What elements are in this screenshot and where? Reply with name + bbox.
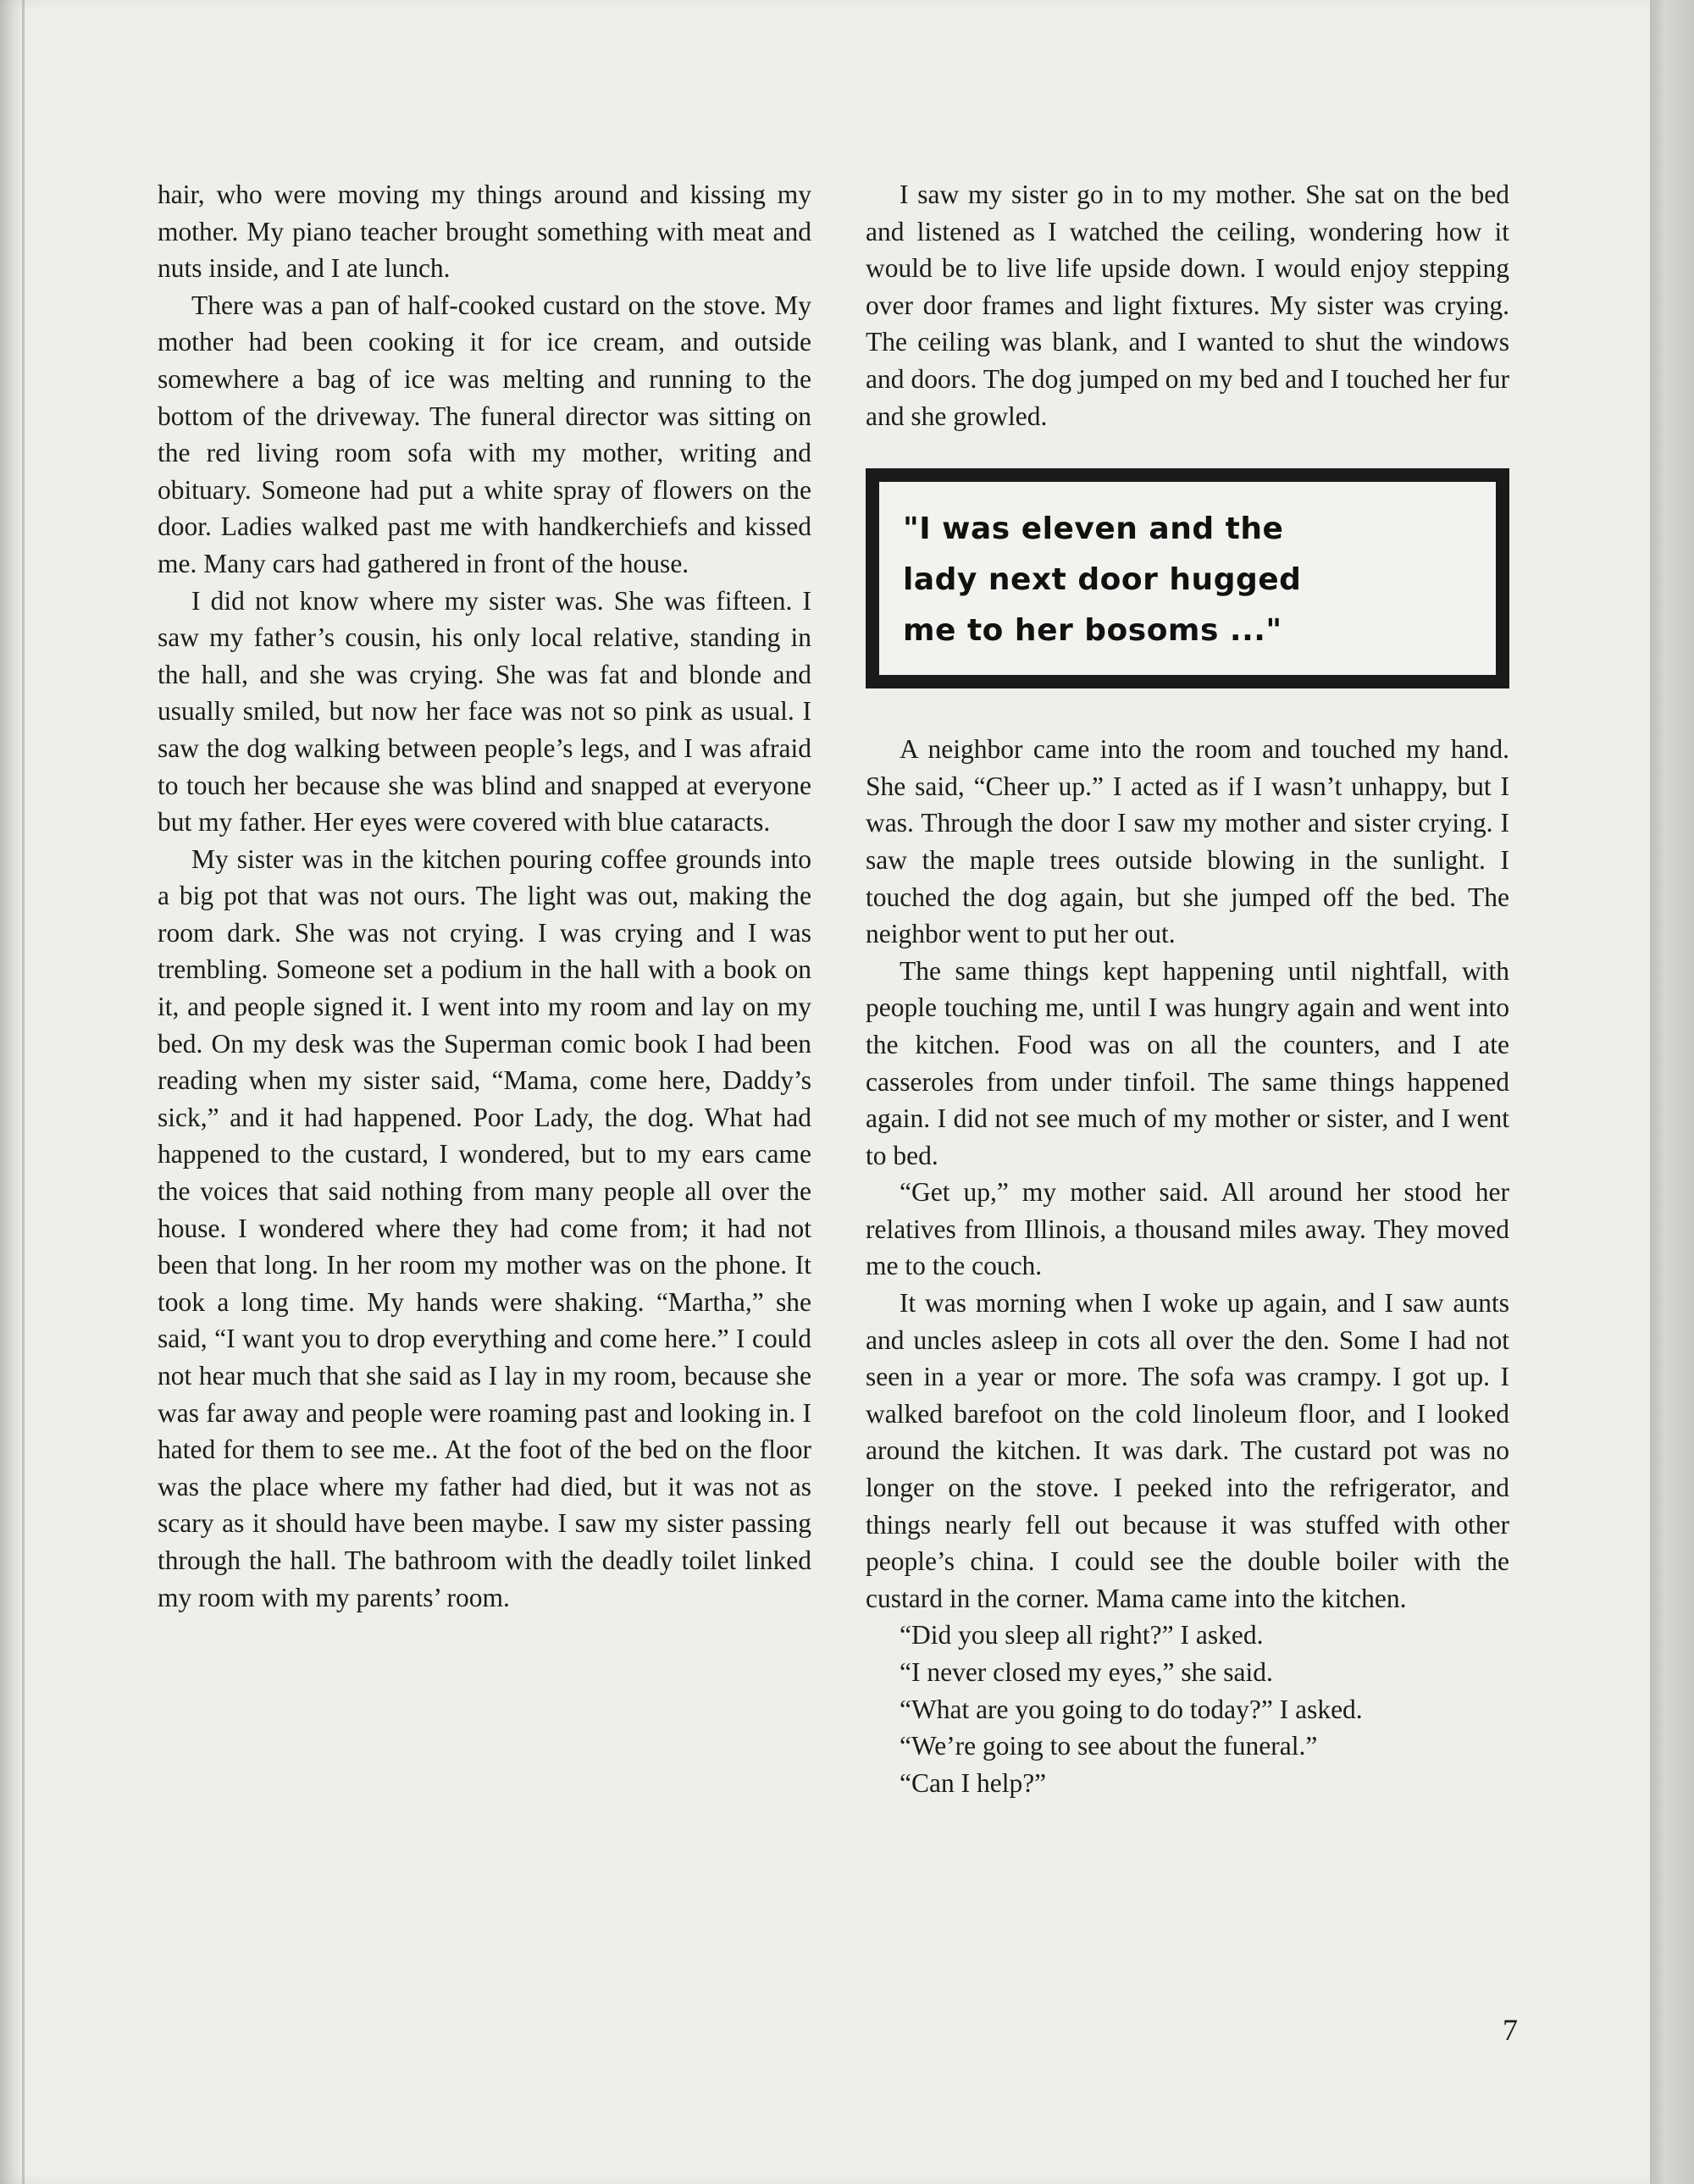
page-edge bbox=[1650, 0, 1694, 2184]
paragraph: My sister was in the kitchen pouring coffee grounds into a big pot that was not ours. The light was out, making the room dark. She was not crying. I was crying and I was trembling. Someone set a podium in the hall with a book on it, and people signed it. I went into my room and lay on my bed. On my desk was the Superman comic book I had been reading when my sister said, “Mama, come here, Daddy’s sick,” and it had happened. Poor Lady, the dog. What had happened to the custard, I wondered, but to my ears came the voices that said nothing from many people all over the house. I wondered where they had come from; it had not been that long. In her room my mother was on the phone. It took a long time. My hands were shaking. “Martha,” she said, “I want you to drop everything and come here.” I could not hear much that she said as I lay in my room, because she was far away and people were roaming past and looking in. I hated for them to see me.. At the foot of the bed on the floor was the place where my father had died, but it was not as scary as it should have been maybe. I saw my sister passing through the hall. The bathroom with the deadly toilet linked my room with my parents’ room. bbox=[158, 843, 811, 1612]
right-column bbox=[866, 176, 1509, 1801]
page-number: 7 bbox=[1503, 2013, 1518, 2047]
paragraph: “I never closed my eyes,” she said. bbox=[900, 1657, 1273, 1687]
paragraph: hair, who were moving my things around and kissing my mother. My piano teacher brought something with meat and nuts inside, and I ate lunch. bbox=[158, 180, 811, 284]
paragraph: There was a pan of half-cooked custard on the stove. My mother had been cooking it for ice cream, and outside somewhere a bag of ice was melting and running to the bottom of the driveway. The funeral director was sitting on the red living room sofa with my mother, writing and obituary. Someone had put a white spray of flowers on the door. Ladies walked past me with handkerchiefs and kissed me. Many cars had gathered in front of the house. bbox=[158, 290, 811, 578]
paragraph: The same things kept happening until nightfall, with people touching me, until I was hungry again and went into the kitchen. Food was on all the counters, and I ate casseroles from under tinfoil. The same things happened again. I did not see much of my mother or sister, and I went to bed. bbox=[866, 955, 1509, 1170]
paragraph: I did not know where my sister was. She was fifteen. I saw my father’s cousin, his only local relative, standing in the hall, and she was crying. She was fat and blonde and usually smiled, but now her face was not so pink as usual. I saw the dog walking between people’s legs, and I was afraid to touch her because she was blind and snapped at everyone but my father. Her eyes were covered with blue cataracts. bbox=[158, 585, 811, 838]
paragraph: “Get up,” my mother said. All around her stood her relatives from Illinois, a thousand miles away. They moved me to the couch. bbox=[866, 1177, 1509, 1281]
paragraph: “Can I help?” bbox=[900, 1767, 1047, 1798]
paragraph: I saw my sister go in to my mother. She sat on the bed and listened as I watched the ceiling, wondering how it would be to live life upside down. I would enjoy stepping over door frames and light fixtures. My sister was crying. The ceiling was blank, and I wanted to shut the windows and doors. The dog jumped on my bed and I touched her fur and she growled. bbox=[866, 180, 1509, 431]
pull-quote-line: "I was eleven and the bbox=[903, 511, 1284, 547]
paragraph: A neighbor came into the room and touched my hand. She said, “Cheer up.” I acted as if I wasn’t unhappy, but I was. Through the door I saw my mother and sister crying. I saw the maple trees outside blowing in the sunlight. I touched the dog again, but she jumped off the bed. The neighbor went to put her out. bbox=[866, 734, 1509, 949]
paragraph: “What are you going to do today?” I asked. bbox=[900, 1694, 1363, 1724]
pull-quote-line: lady next door hugged bbox=[903, 562, 1302, 598]
binding-line bbox=[22, 0, 25, 2184]
paragraph: “We’re going to see about the funeral.” bbox=[900, 1731, 1318, 1761]
pull-quote-box bbox=[866, 468, 1509, 688]
left-column bbox=[158, 176, 811, 1616]
paragraph: It was morning when I woke up again, and I saw aunts and uncles asleep in cots all over the den. Some I had not seen in a year or more. The sofa was crampy. I got up. I walked barefoot on the cold linoleum floor, and I looked around the kitchen. It was dark. The custard pot was no longer on the stove. I peeked into the refrigerator, and things nearly fell out because it was stuffed with other people’s china. I could see the double boiler with the custard in the corner. Mama came into the kitchen. bbox=[866, 1288, 1509, 1613]
paragraph: “Did you sleep all right?” I asked. bbox=[900, 1620, 1264, 1650]
pull-quote-line: me to her bosoms ..." bbox=[903, 613, 1282, 649]
